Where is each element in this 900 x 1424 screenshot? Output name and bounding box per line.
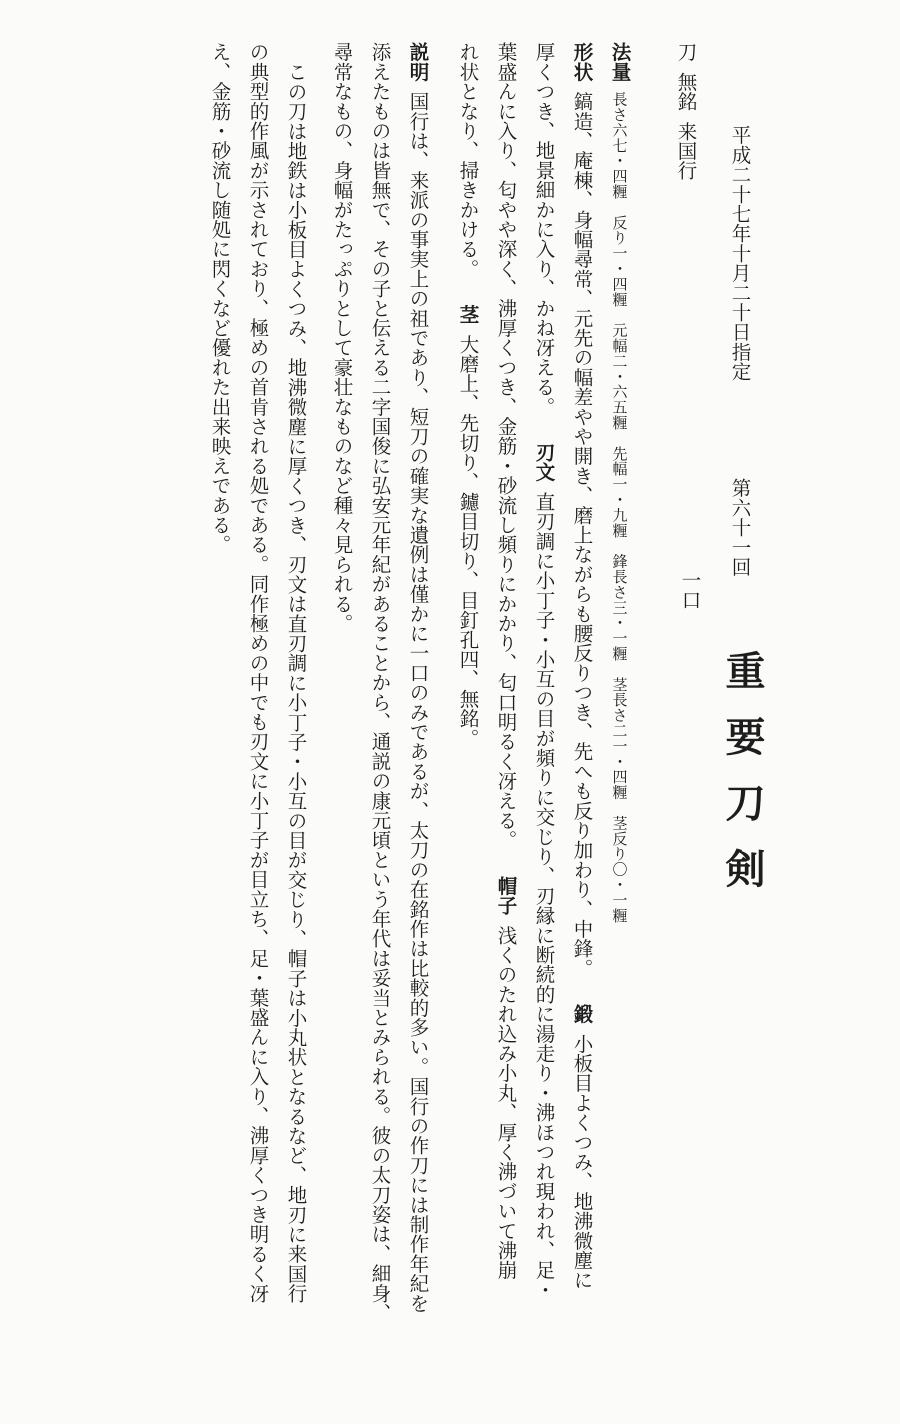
hamon-text-2: 葉盛んに入り、匂やや深く、沸厚くつき、金筋・砂流し頻りにかかり、匂口明るく冴える。 bbox=[494, 42, 518, 850]
hamon-text-1: 直刃調に小丁子・小互の目が頻りに交じり、刃縁に断続的に湯走り・沸ほつれ現われ、足・ bbox=[532, 491, 556, 1300]
description-text: 国行は、来派の事実上の祖であり、短刀の確実な遺例は僅かに一口のみであるが、太刀の在銘作は比較的多い。国行の作刀には制作年紀を bbox=[406, 91, 430, 1313]
description-line-5: の典型的作風が示されており、極めの首肯される処である。同作極めの中でも刃文に小丁子が目立ち、足・葉盛んに入り、沸厚くつき明るく冴 bbox=[246, 42, 270, 1303]
boshi-text-1: 浅くのたれ込み小丸、厚く沸づいて沸崩 bbox=[494, 925, 518, 1280]
kitae-label: 鍛 bbox=[570, 1003, 594, 1024]
designation-date: 平成二十七年十月二十日指定 bbox=[728, 125, 752, 382]
measurements-line bbox=[610, 42, 630, 923]
item-heading bbox=[676, 42, 696, 180]
measurements-label: 法量 bbox=[608, 42, 632, 82]
item-smith: 来国行 bbox=[674, 121, 698, 181]
form-line-2 bbox=[534, 42, 554, 1299]
boshi-text-2: れ状となり、掃きかける。 bbox=[456, 42, 480, 279]
description-line-3: 尋常なもの、身幅がたっぷりとして豪壮なものなど種々見られる。 bbox=[330, 42, 354, 633]
kitae-text-1: 小板目よくつみ、地沸微塵に bbox=[570, 1033, 594, 1290]
form-line-1 bbox=[572, 42, 592, 1290]
measurements-text: 長さ六七・四糎 反り一・四糎 元幅二・六五糎 先幅一・九糎 鋒長さ三・一糎 茎長さ二一・四糎 茎反り〇・一糎 bbox=[610, 91, 629, 924]
item-type: 刀 bbox=[674, 42, 698, 62]
hamon-label: 刃文 bbox=[532, 442, 556, 482]
form-label: 形状 bbox=[570, 42, 594, 82]
item-mei: 無銘 bbox=[674, 71, 698, 112]
form-text: 鎬造、庵棟、身幅尋常、元先の幅差やや開き、磨上ながらも腰反りつき、先へも反り加わり、中鋒。 bbox=[570, 91, 594, 978]
boshi-label: 帽子 bbox=[494, 875, 518, 916]
kitae-text-2: 厚くつき、地景細かに入り、かね冴える。 bbox=[532, 42, 556, 417]
session-number: 第六十一回 bbox=[728, 478, 752, 577]
form-line-3 bbox=[496, 42, 516, 1280]
nakago-text: 大磨上、先切り、鑢目切り、目釘孔四、無銘。 bbox=[456, 334, 480, 748]
description-label: 説明 bbox=[406, 42, 430, 82]
form-line-4 bbox=[458, 42, 478, 748]
document-title: 重要刀剣 bbox=[719, 650, 766, 914]
nakago-label: 茎 bbox=[456, 304, 480, 325]
description-line-1 bbox=[408, 42, 428, 1313]
description-line-2: 添えたものは皆無で、その子と伝える二字国俊に弘安元年紀があることから、通説の康元頃という年代は妥当とみられる。彼の太刀姿は、細身、 bbox=[368, 42, 392, 1323]
description-line-6: え、金筋・砂流し随処に閃くなど優れた出来映えである。 bbox=[208, 42, 232, 555]
item-count: 一口 bbox=[678, 570, 702, 610]
description-line-4: この刀は地鉄は小板目よくつみ、地沸微塵に厚くつき、刃文は直刃調に小丁子・小互の目が交じり、帽子は小丸状となるなど、地刃に来国行 bbox=[284, 62, 308, 1304]
